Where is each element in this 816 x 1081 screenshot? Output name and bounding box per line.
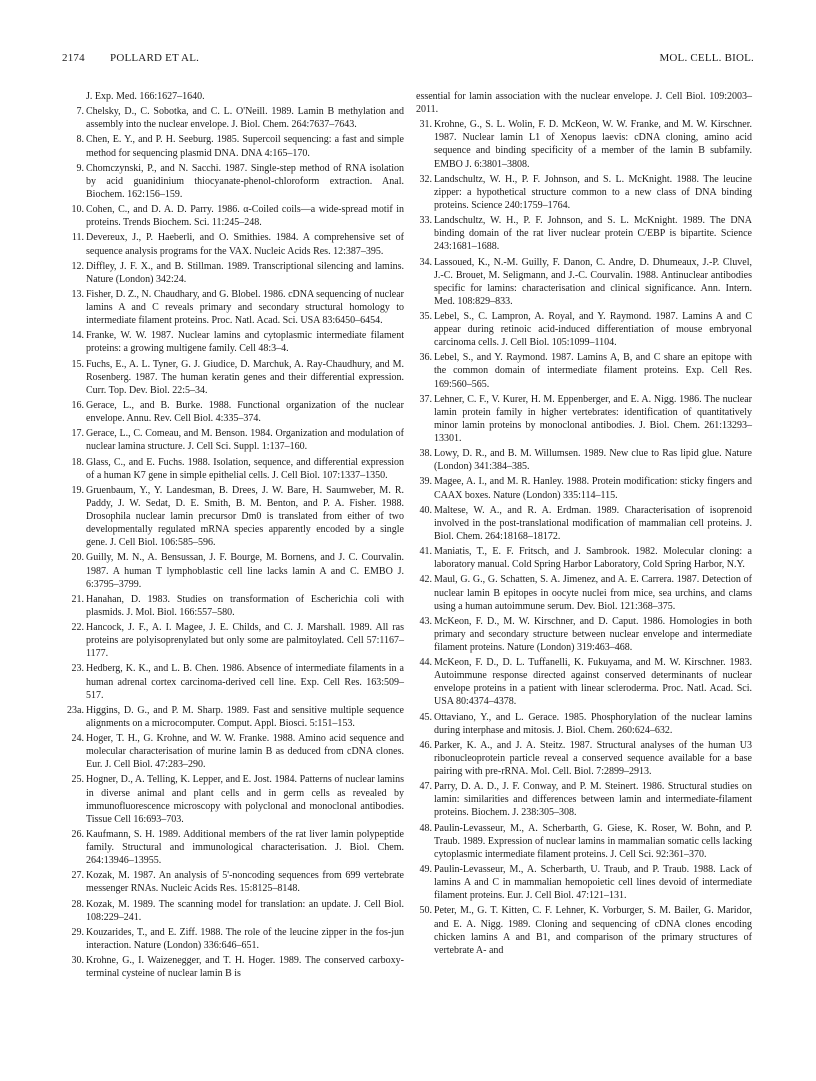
reference-entry	[416, 351, 752, 390]
reference-entry	[68, 231, 404, 257]
reference-text: Glass, C., and E. Fuchs. 1988. Isolation, sequence, and differential expression of a human K7 gene in simple epithelial cells. J. Cell Biol. 107:1337–1350.	[86, 456, 404, 481]
reference-entry	[416, 310, 752, 349]
reference-number: 22.	[71, 622, 84, 634]
reference-text: Lowy, D. R., and B. M. Willumsen. 1989. New clue to Ras lipid glue. Nature (London) 341:384–385.	[434, 448, 752, 473]
reference-text: Magee, A. I., and M. R. Hanley. 1988. Protein modification: sticky fingers and CAAX boxes. Nature (London) 335:114–115.	[434, 476, 752, 501]
reference-text: Maltese, W. A., and R. A. Erdman. 1989. Characterisation of isoprenoid involved in the post-translational modification of mammalian cell proteins. J. Biol. Chem. 264:18168–18172.	[434, 504, 752, 542]
left-column	[68, 90, 404, 982]
reference-entry	[68, 773, 404, 825]
reference-entry	[416, 863, 752, 902]
reference-number: 41.	[419, 546, 432, 558]
reference-entry	[68, 898, 404, 924]
reference-number: 13.	[71, 288, 84, 300]
reference-number: 8.	[76, 134, 84, 146]
reference-entry	[68, 662, 404, 701]
reference-text: Parry, D. A. D., J. F. Conway, and P. M. Steinert. 1986. Structural studies on lamin: similarities and differences between lamin and intermediate-filament proteins. Biochem. J. 238:305–308.	[434, 781, 752, 819]
reference-number: 32.	[419, 173, 432, 185]
reference-number: 39.	[419, 476, 432, 488]
reference-text: Higgins, D. G., and P. M. Sharp. 1989. Fast and sensitive multiple sequence alignments on a microcomputer. Comput. Appl. Biosci. 5:151–153.	[86, 704, 404, 729]
reference-text: Krohne, G., I. Waizenegger, and T. H. Hoger. 1989. The conserved carboxy-terminal cysteine of nuclear lamin B is	[86, 955, 404, 980]
reference-number: 9.	[76, 162, 84, 174]
reference-entry	[416, 780, 752, 819]
reference-text: Chomczynski, P., and N. Sacchi. 1987. Single-step method of RNA isolation by acid guanidinium thiocyanate-phenol-chloroform extraction. Anal. Biochem. 162:156–159.	[86, 162, 404, 200]
reference-text: Chelsky, D., C. Sobotka, and C. L. O'Neill. 1989. Lamin B methylation and assembly into the nuclear envelope. J. Biol. Chem. 264:7637–7643.	[86, 106, 404, 131]
reference-text: Parker, K. A., and J. A. Steitz. 1987. Structural analyses of the human U3 ribonucleoprotein particle reveal a conserved sequence available for a base pairing with pre-rRNA. Mol. Cell. Biol. 7:2899–2913.	[434, 739, 752, 778]
reference-number: 35.	[419, 310, 432, 322]
reference-text: Hoger, T. H., G. Krohne, and W. W. Franke. 1988. Amino acid sequence and molecular characterisation of murine lamin B as deduced from cDNA clones. Eur. J. Cell Biol. 47:283–290.	[86, 733, 404, 771]
reference-text: Kozak, M. 1989. The scanning model for translation: an update. J. Cell Biol. 108:229–241.	[86, 898, 404, 923]
reference-number: 29.	[71, 926, 84, 938]
reference-text: Diffley, J. F. X., and B. Stillman. 1989. Transcriptional silencing and lamins. Nature (London) 342:24.	[86, 260, 404, 285]
reference-number: 11.	[71, 232, 84, 244]
reference-continuation: essential for lamin association with the nuclear envelope. J. Cell Biol. 109:2003–2011.	[416, 91, 752, 116]
right-column	[416, 90, 752, 959]
running-authors: POLLARD ET AL.	[110, 52, 200, 64]
reference-number: 16.	[71, 400, 84, 411]
reference-entry	[68, 399, 404, 425]
reference-entry	[68, 593, 404, 619]
reference-text: Devereux, J., P. Haeberli, and O. Smithies. 1984. A comprehensive set of sequence analysis programs for the VAX. Nucleic Acids Res. 12:387–395.	[86, 232, 404, 257]
reference-entry	[68, 869, 404, 895]
reference-number: 23.	[71, 663, 84, 675]
reference-entry	[416, 173, 752, 212]
reference-entry	[68, 456, 404, 482]
reference-entry	[68, 358, 404, 397]
reference-entry	[416, 615, 752, 654]
reference-number: 18.	[71, 456, 84, 468]
page-number: 2174	[62, 52, 85, 64]
reference-number: 25.	[71, 774, 84, 786]
reference-text: Hanahan, D. 1983. Studies on transformation of Escherichia coli with plasmids. J. Mol. Biol. 166:557–580.	[86, 593, 404, 618]
reference-entry	[68, 621, 404, 660]
reference-entry	[68, 427, 404, 453]
reference-text: Peter, M., G. T. Kitten, C. F. Lehner, K. Vorburger, S. M. Bailer, G. Maridor, and E. A. Nigg. 1989. Cloning and sequencing of cDNA clones encoding chicken lamins A and B1, and comparison of the primary structures of vertebrate A- and	[434, 905, 752, 956]
reference-entry	[68, 926, 404, 952]
reference-number: 38.	[419, 448, 432, 460]
reference-text: Lassoued, K., N.-M. Guilly, F. Danon, C. Andre, D. Dhumeaux, J.-P. Cluvel, J.-C. Brouet, M. Seligmann, and J.-C. Courvalin. 1988. Antinuclear antibodies specific for lamins: characterisation and clinical significance. Ann. Intern. Med. 108:829–833.	[434, 256, 752, 307]
reference-entry	[68, 828, 404, 867]
reference-entry	[416, 739, 752, 778]
reference-text: Lehner, C. F., V. Kurer, H. M. Eppenberger, and E. A. Nigg. 1986. The nuclear lamin protein family in higher vertebrates: identification of quantitatively minor lamin proteins by monoclonal antibodies. J. Biol. Chem. 261:13293–13301.	[434, 393, 752, 444]
page-header	[62, 52, 754, 68]
reference-number: 26.	[71, 828, 84, 840]
reference-entry	[68, 260, 404, 286]
reference-entry	[416, 711, 752, 737]
reference-entry	[416, 118, 752, 170]
reference-entry	[68, 329, 404, 355]
reference-text: Hedberg, K. K., and L. B. Chen. 1986. Absence of intermediate filaments in a human adrenal cortex carcinoma-derived cell line. Exp. Cell Res. 163:509–517.	[86, 663, 404, 701]
reference-text: McKeon, F. D., D. L. Tuffanelli, K. Fukuyama, and M. W. Kirschner. 1983. Autoimmune response directed against conserved determinants of nuclear envelope proteins in a patient with linear scleroderma. Proc. Natl. Acad. Sci. USA 80:4374–4378.	[434, 657, 752, 708]
journal-name: MOL. CELL. BIOL.	[659, 52, 754, 64]
reference-entry	[416, 822, 752, 861]
reference-number: 49.	[419, 864, 432, 876]
reference-text: McKeon, F. D., M. W. Kirschner, and D. Caput. 1986. Homologies in both primary and secondary structure between nuclear envelope and intermediate filament proteins. Nature (London) 319:463–468.	[434, 615, 752, 653]
reference-entry	[68, 288, 404, 327]
reference-number: 31.	[419, 119, 432, 131]
reference-number: 44.	[419, 657, 432, 669]
reference-entry	[68, 162, 404, 201]
reference-text: Lebel, S., and Y. Raymond. 1987. Lamins A, B, and C share an epitope with the common domain of intermediate filament proteins. Exp. Cell Res. 169:560–565.	[434, 352, 752, 390]
reference-number: 23a.	[67, 704, 84, 716]
reference-number: 30.	[71, 955, 84, 967]
reference-number: 42.	[419, 574, 432, 586]
reference-number: 17.	[71, 428, 84, 440]
reference-text: Lebel, S., C. Lampron, A. Royal, and Y. Raymond. 1987. Lamins A and C appear during retinoic acid-induced differentiation of mouse embryonal carcinoma cells. J. Cell Biol. 105:1099–1104.	[434, 310, 752, 349]
reference-text: Paulin-Levasseur, M., A. Scherbarth, G. Giese, K. Roser, W. Bohn, and P. Traub. 1989. Expression of nuclear lamins in mammalian somatic cells lacking cytoplasmic intermediate filament proteins. J. Cell Sci. 92:361–370.	[434, 822, 752, 860]
reference-text: Hogner, D., A. Telling, K. Lepper, and E. Jost. 1984. Patterns of nuclear lamins in diverse animal and plant cells and in germ cells as revealed by immunofluorescence microscopy with polyclonal and monoclonal antibodies. Tissue Cell 16:693–703.	[86, 774, 404, 825]
reference-entry	[68, 105, 404, 131]
reference-entry	[416, 573, 752, 612]
reference-entry	[68, 133, 404, 159]
reference-text: Paulin-Levasseur, M., A. Scherbarth, U. Traub, and P. Traub. 1988. Lack of lamins A and C in mammalian hemopoietic cell lines devoid of intermediate filament proteins. Eur. J. Cell Biol. 47:121–131.	[434, 864, 752, 902]
reference-number: 33.	[419, 215, 432, 227]
reference-text: Franke, W. W. 1987. Nuclear lamins and cytoplasmic intermediate filament proteins: a growing multigene family. Cell 48:3–4.	[86, 330, 404, 355]
reference-entry	[416, 393, 752, 445]
reference-entry	[416, 904, 752, 956]
reference-entry	[416, 256, 752, 308]
reference-number: 14.	[71, 330, 84, 342]
reference-text: Kozak, M. 1987. An analysis of 5'-noncoding sequences from 699 vertebrate messenger RNAs. Nucleic Acids Res. 15:8125–8148.	[86, 870, 404, 895]
reference-entry	[416, 656, 752, 708]
reference-number: 37.	[419, 393, 432, 405]
reference-text: Hancock, J. F., A. I. Magee, J. E. Childs, and C. J. Marshall. 1989. All ras proteins are polyisoprenylated but only some are palmitoylated. Cell 57:1167–1177.	[86, 622, 404, 660]
reference-entry	[416, 504, 752, 543]
reference-entry	[68, 551, 404, 590]
reference-number: 7.	[76, 106, 84, 118]
reference-number: 19.	[71, 484, 84, 496]
reference-number: 15.	[71, 358, 84, 370]
reference-number: 21.	[71, 593, 84, 605]
reference-text: Kaufmann, S. H. 1989. Additional members of the rat liver lamin polypeptide family. Structural and immunological characterisation. J. Biol. Chem. 264:13946–13955.	[86, 828, 404, 867]
reference-text: Gerace, L., C. Comeau, and M. Benson. 1984. Organization and modulation of nuclear lamina structure. J. Cell Sci. Suppl. 1:137–160.	[86, 428, 404, 453]
reference-text: Guilly, M. N., A. Bensussan, J. F. Bourge, M. Bornens, and J. C. Courvalin. 1987. A human T lymphoblastic cell line lacks lamin A and C. EMBO J. 6:3795–3799.	[86, 552, 404, 590]
reference-number: 36.	[419, 352, 432, 364]
reference-entry	[416, 545, 752, 571]
reference-number: 27.	[71, 870, 84, 882]
reference-number: 10.	[71, 204, 84, 216]
reference-number: 24.	[71, 733, 84, 745]
reference-entry	[68, 732, 404, 771]
reference-entry	[68, 203, 404, 229]
reference-text: Fisher, D. Z., N. Chaudhary, and G. Blobel. 1986. cDNA sequencing of nuclear lamins A and C reveals primary and secondary structural homology to intermediate filament proteins. Proc. Natl. Acad. Sci. USA 83:6450–6454.	[86, 288, 404, 327]
reference-text: Fuchs, E., A. L. Tyner, G. J. Giudice, D. Marchuk, A. Ray-Chaudhury, and M. Rosenberg. 1987. The human keratin genes and their differential expression. Curr. Top. Dev. Biol. 22:5–34.	[86, 358, 404, 396]
reference-text: Landschultz, W. H., P. F. Johnson, and S. L. McKnight. 1989. The DNA binding domain of the rat liver nuclear protein C/EBP is bipartite. Science 243:1681–1688.	[434, 215, 752, 253]
reference-number: 28.	[71, 898, 84, 910]
reference-text: Gruenbaum, Y., Y. Landesman, B. Drees, J. W. Bare, H. Saumweber, M. R. Paddy, J. W. Sedat, D. E. Smith, B. M. Benton, and P. A. Fisher. 1988. Drosophila nuclear lamin precursor Dm0 is translated from either of two developmentally regulated mRNA species apparently encoded by a single gene. J. Cell Biol. 106:585–596.	[86, 484, 404, 549]
reference-text: Gerace, L., and B. Burke. 1988. Functional organization of the nuclear envelope. Annu. Rev. Cell Biol. 4:335–374.	[86, 400, 404, 425]
reference-entry	[68, 954, 404, 980]
reference-number: 48.	[419, 822, 432, 834]
reference-number: 45.	[419, 711, 432, 723]
reference-number: 34.	[419, 256, 432, 268]
reference-number: 43.	[419, 615, 432, 627]
reference-text: Maniatis, T., E. F. Fritsch, and J. Sambrook. 1982. Molecular cloning: a laboratory manual. Cold Spring Harbor Laboratory, Cold Spring Harbor, N.Y.	[434, 546, 752, 571]
reference-text: Cohen, C., and D. A. D. Parry. 1986. α-Coiled coils—a wide-spread motif in proteins. Trends Biochem. Sci. 11:245–248.	[86, 204, 404, 229]
reference-number: 12.	[71, 260, 84, 272]
reference-entry	[68, 484, 404, 549]
reference-continuation: J. Exp. Med. 166:1627–1640.	[86, 91, 205, 102]
reference-entry	[68, 704, 404, 730]
reference-number: 50.	[419, 905, 432, 917]
reference-text: Maul, G. G., G. Schatten, S. A. Jimenez, and A. E. Carrera. 1987. Detection of nuclear lamin B epitopes in oocyte nuclei from mice, sea urchins, and clams using a human autoimmune serum. Dev. Biol. 121:368–375.	[434, 574, 752, 612]
reference-number: 47.	[419, 781, 432, 793]
reference-entry	[416, 214, 752, 253]
reference-text: Kouzarides, T., and E. Ziff. 1988. The role of the leucine zipper in the fos-jun interaction. Nature (London) 336:646–651.	[86, 926, 404, 951]
reference-number: 20.	[71, 552, 84, 564]
reference-number: 40.	[419, 504, 432, 516]
reference-text: Ottaviano, Y., and L. Gerace. 1985. Phosphorylation of the nuclear lamins during interphase and mitosis. J. Biol. Chem. 260:624–632.	[434, 711, 752, 736]
reference-entry	[416, 447, 752, 473]
reference-number: 46.	[419, 739, 432, 751]
reference-entry	[416, 475, 752, 501]
reference-text: Landschultz, W. H., P. F. Johnson, and S. L. McKnight. 1988. The leucine zipper: a hypothetical structure common to a new class of DNA binding proteins. Science 240:1759–1764.	[434, 173, 752, 211]
reference-text: Krohne, G., S. L. Wolin, F. D. McKeon, W. W. Franke, and M. W. Kirschner. 1987. Nuclear lamin L1 of Xenopus laevis: cDNA cloning, amino acid sequence and binding specificity of a member of the lamin B subfamily. EMBO J. 6:3801–3808.	[434, 119, 752, 170]
reference-text: Chen, E. Y., and P. H. Seeburg. 1985. Supercoil sequencing: a fast and simple method for sequencing plasmid DNA. DNA 4:165–170.	[86, 134, 404, 159]
